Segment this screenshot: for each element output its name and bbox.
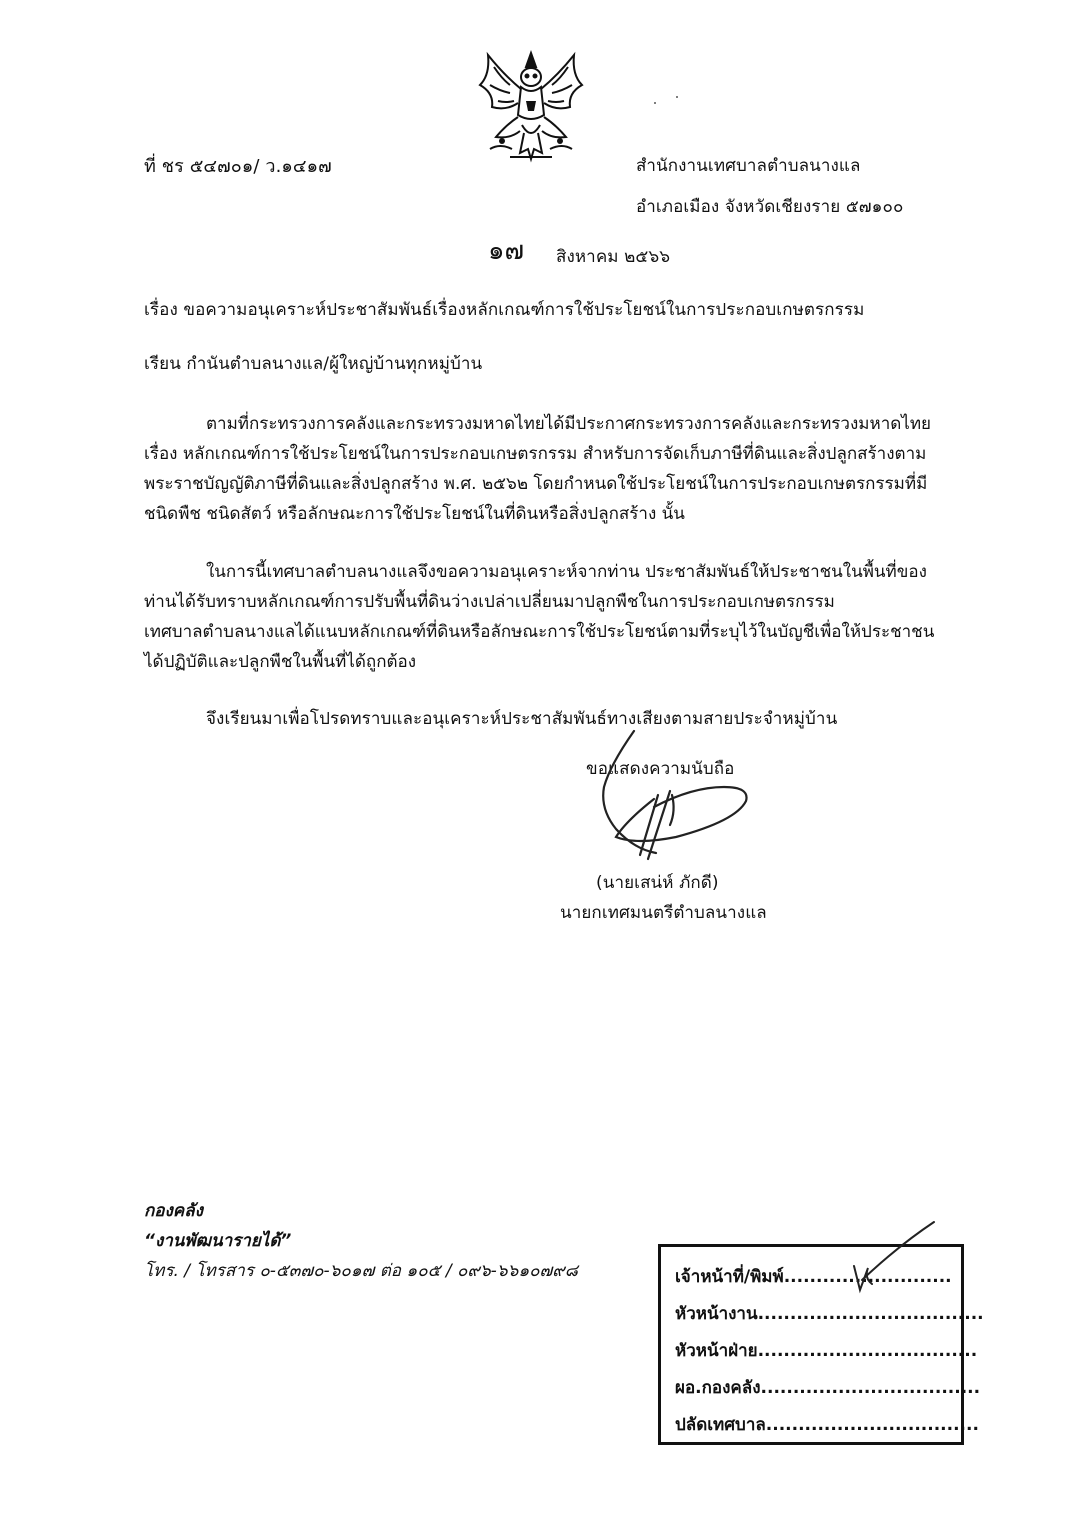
paragraph-line: ได้ปฏิบัติและปลูกพืชในพื้นที่ได้ถูกต้อง [144, 652, 417, 672]
routing-row: ผอ.กองคลัง.................................. [675, 1378, 981, 1398]
routing-row: หัวหน้าฝ่าย.................................. [675, 1341, 978, 1361]
reference-number: ที่ ชร ๕๔๗๐๑/ ว.๑๔๑๗ [144, 156, 332, 177]
footer-division: กองคลัง [144, 1201, 203, 1221]
paragraph-line: เทศบาลตำบลนางแลได้แนบหลักเกณฑ์ที่ดินหรือลักษณะการใช้ประโยชน์ตามที่ระบุไว้ในบัญชีเพื่อให้ประชาชน [144, 622, 935, 642]
scan-speck [654, 102, 656, 104]
salutation: ขอแสดงความนับถือ [586, 759, 735, 779]
paragraph-line: ชนิดพืช ชนิดสัตว์ หรือลักษณะการใช้ประโยชน์ในที่ดินหรือสิ่งปลูกสร้าง นั้น [144, 504, 685, 524]
paragraph-line: พระราชบัญญัติภาษีที่ดินและสิ่งปลูกสร้าง พ.ศ. ๒๕๖๒ โดยกำหนดใช้ประโยชน์ในการประกอบเกษตรกรรมที่มี [144, 474, 928, 494]
routing-row: เจ้าหน้าที่/พิมพ์.......................... [675, 1267, 952, 1287]
footer-unit: “งานพัฒนารายได้” [144, 1231, 292, 1251]
initial-mark [838, 1218, 938, 1298]
date-day: ๑๗ [488, 236, 525, 266]
paragraph-line: ในการนี้เทศบาลตำบลนางแลจึงขอความอนุเคราะห์จากท่าน ประชาสัมพันธ์ให้ประชาชนในพื้นที่ของ [206, 562, 927, 582]
scan-speck [676, 96, 678, 98]
date-month-year: สิงหาคม ๒๕๖๖ [556, 247, 671, 267]
routing-row: หัวหน้างาน................................... [675, 1304, 984, 1324]
routing-row: ปลัดเทศบาล................................. [675, 1415, 979, 1435]
footer-contact: โทร. / โทรสาร ๐-๕๓๗๐-๖๐๑๗ ต่อ ๑๐๕ / ๐๙๖-๖๖๑๐๗๙๘ [144, 1261, 578, 1281]
garuda-emblem-icon [466, 45, 596, 170]
office-name: สำนักงานเทศบาลตำบลนางแล [636, 156, 861, 176]
body-paragraph-2 [144, 557, 944, 677]
closing-sentence: จึงเรียนมาเพื่อโปรดทราบและอนุเคราะห์ประชาสัมพันธ์ทางเสียงตามสายประจำหมู่บ้าน [206, 709, 838, 729]
addressee-line: เรียน กำนันตำบลนางแล/ผู้ใหญ่บ้านทุกหมู่บ้าน [144, 354, 483, 374]
paragraph-line: ตามที่กระทรวงการคลังและกระทรวงมหาดไทยได้มีประกาศกระทรวงการคลังและกระทรวงมหาดไทย [206, 414, 931, 434]
handwritten-signature [596, 725, 756, 865]
body-paragraph-1 [144, 409, 944, 529]
paragraph-line: เรื่อง หลักเกณฑ์การใช้ประโยชน์ในการประกอบเกษตรกรรม สำหรับการจัดเก็บภาษีที่ดินและสิ่งปลูกสร้างตาม [144, 444, 927, 464]
office-address: อำเภอเมือง จังหวัดเชียงราย ๕๗๑๐๐ [636, 197, 904, 217]
subject-line: เรื่อง ขอความอนุเคราะห์ประชาสัมพันธ์เรื่องหลักเกณฑ์การใช้ประโยชน์ในการประกอบเกษตรกรรม [144, 300, 865, 320]
signatory-name: (นายเสน่ห์ ภักดี) [596, 873, 719, 893]
signatory-position: นายกเทศมนตรีตำบลนางแล [560, 903, 767, 923]
paragraph-line: ท่านได้รับทราบหลักเกณฑ์การปรับพื้นที่ดินว่างเปล่าเปลี่ยนมาปลูกพืชในการประกอบเกษตรกรรม [144, 592, 835, 612]
